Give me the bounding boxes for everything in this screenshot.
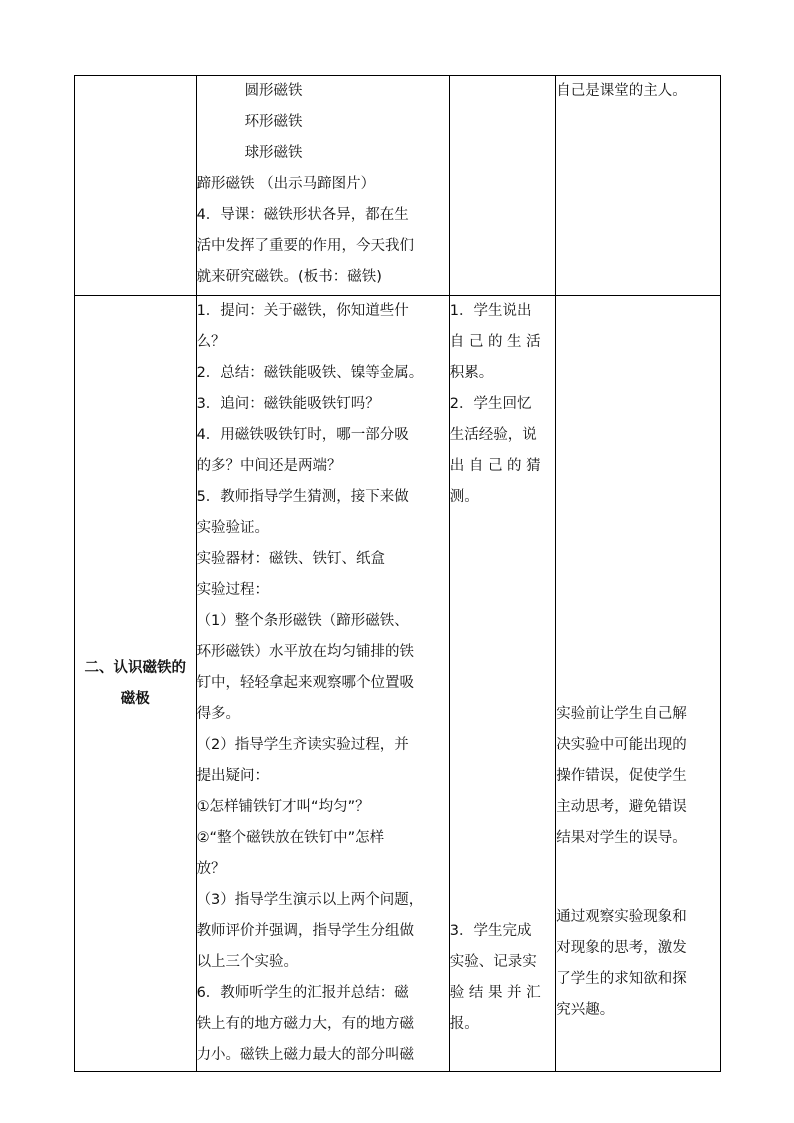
teacher-activity-cell	[196, 76, 449, 296]
text-line: 以上三个实验。	[196, 954, 299, 970]
text-line: 6．教师听学生的汇报并总结：磁	[196, 985, 409, 1001]
table-row	[75, 296, 721, 1072]
text-line: 力小。磁铁上磁力最大的部分叫磁	[196, 1047, 415, 1063]
text-line: 操作错误，促使学生	[556, 768, 687, 784]
text-line: 实验、记录实	[449, 954, 537, 970]
text-line: 教师评价并强调，指导学生分组做	[196, 923, 415, 939]
stage-cell-empty	[75, 76, 197, 296]
text-line: 铁上有的地方磁力大，有的地方磁	[196, 1016, 415, 1032]
text-line: （3）指导学生演示以上两个问题，	[196, 892, 424, 908]
table-row	[75, 76, 721, 296]
text-line: 就来研究磁铁。(板书：磁铁)	[196, 269, 382, 285]
stage-title-line: 磁极	[120, 690, 150, 707]
text-line: 生活经验，说	[449, 427, 537, 443]
spacer	[450, 513, 555, 916]
text-line: 报。	[449, 1016, 479, 1032]
text-line: 环形磁铁）水平放在均匀铺排的铁	[196, 644, 415, 660]
design-intent-cell	[556, 296, 721, 1072]
text-line: 究兴趣。	[556, 1002, 615, 1018]
text-line: 1．学生说出	[449, 303, 532, 319]
text-line: 通过观察实验现象和	[556, 909, 687, 925]
student-activity-cell-empty	[449, 76, 555, 296]
text-line: 蹄形磁铁 （出示马蹄图片）	[196, 176, 376, 192]
text-line: 测。	[449, 489, 479, 505]
text-line: 的多？中间还是两端？	[196, 458, 342, 474]
text-line: 2．学生回忆	[449, 396, 532, 412]
text-line: 1．提问：关于磁铁，你知道些什	[196, 303, 409, 319]
text-line: 出 自 己 的 猜	[449, 458, 541, 474]
text-line: ①怎样铺铁钉才叫“均匀”？	[196, 799, 370, 815]
student-activity-cell	[449, 296, 555, 1072]
text-line: ②“整个磁铁放在铁钉中”怎样	[196, 830, 385, 846]
text-line: 3．学生完成	[449, 923, 532, 939]
text-line: 5．教师指导学生猜测，接下来做	[196, 489, 409, 505]
text-line: 自己是课堂的主人。	[556, 83, 687, 99]
text-line: 得多。	[196, 706, 241, 722]
stage-title-cell	[75, 296, 197, 1072]
text-line: 球形磁铁	[244, 145, 303, 161]
text-line: 钉中，轻轻拿起来观察哪个位置吸	[196, 675, 415, 691]
stage-title-line: 二、认识磁铁的	[84, 659, 187, 676]
text-line: 环形磁铁	[244, 114, 303, 130]
text-line: 主动思考，避免错误	[556, 799, 687, 815]
text-line: 活中发挥了重要的作用，今天我们	[196, 238, 415, 254]
text-line: 实验器材：磁铁、铁钉、纸盒	[196, 551, 386, 567]
text-line: 3．追问：磁铁能吸铁钉吗？	[196, 396, 380, 412]
text-line: 积累。	[449, 365, 494, 381]
text-line: 么？	[196, 334, 226, 350]
text-line: 决实验中可能出现的	[556, 737, 687, 753]
text-line: 4．用磁铁吸铁钉时，哪一部分吸	[196, 427, 409, 443]
text-line: 实验验证。	[196, 520, 270, 536]
text-line: 圆形磁铁	[244, 83, 303, 99]
text-line: 提出疑问：	[196, 768, 270, 784]
text-line: 实验前让学生自己解	[556, 706, 687, 722]
text-line: 2．总结：磁铁能吸铁、镍等金属。	[196, 365, 424, 381]
text-line: 放？	[196, 861, 226, 877]
text-line: 结果对学生的误导。	[556, 830, 687, 846]
text-line: 实验过程：	[196, 582, 270, 598]
spacer	[556, 854, 720, 902]
text-line: 验 结 果 并 汇	[449, 985, 541, 1001]
text-line: 对现象的思考，激发	[556, 940, 687, 956]
design-intent-cell	[556, 76, 721, 296]
text-line: 了学生的求知欲和探	[556, 971, 687, 987]
lesson-plan-table	[74, 75, 721, 1072]
text-line: 自 己 的 生 活	[449, 334, 541, 350]
text-line: （1）整个条形磁铁（蹄形磁铁、	[196, 613, 409, 629]
teacher-activity-cell	[196, 296, 449, 1072]
text-line: （2）指导学生齐读实验过程，并	[196, 737, 409, 753]
spacer	[556, 296, 720, 699]
text-line: 4．导课：磁铁形状各异，都在生	[196, 207, 409, 223]
